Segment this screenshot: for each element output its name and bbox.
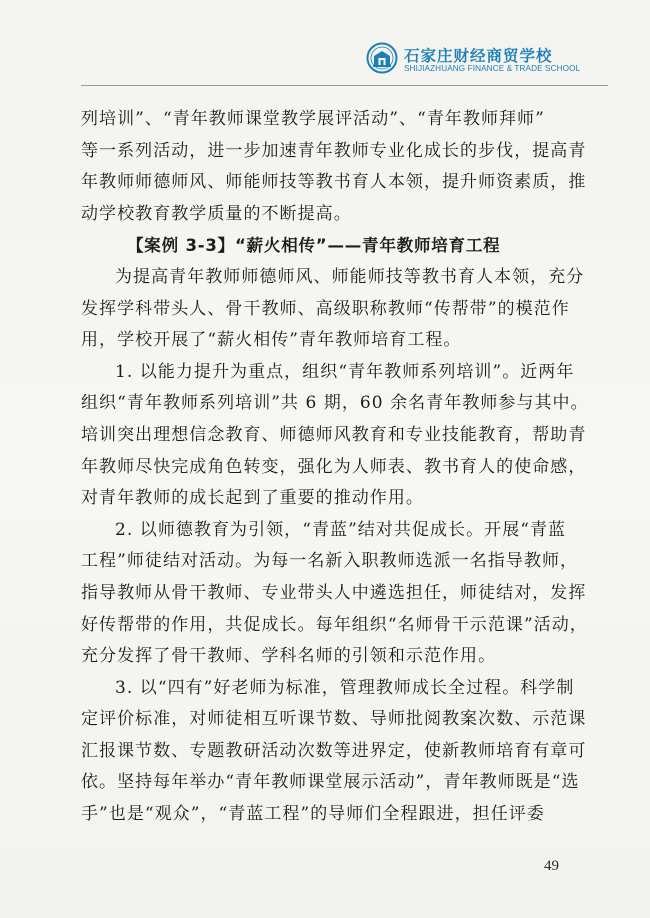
text-line: 动学校教育教学质量的不断提高。 xyxy=(81,203,352,224)
text-line: 用，学校开展了“薪火相传”青年教师培育工程。 xyxy=(81,330,462,351)
text-line: 等一系列活动，进一步加速青年教师专业化成长的步伐，提高青 xyxy=(81,140,587,161)
text-line: 充分发挥了骨干教师、学科名师的引领和示范作用。 xyxy=(81,646,497,667)
school-header xyxy=(366,42,606,82)
text-line: 汇报课节数、专题教研活动次数等进界定，使新教师培育有章可 xyxy=(81,740,587,761)
header-divider xyxy=(81,85,608,86)
page-number: 49 xyxy=(544,858,559,874)
text-line: 培训突出理想信念教育、师德师风教育和专业技能教育，帮助青 xyxy=(81,424,587,445)
text-line: 年教师师德师风、师能师技等教书育人本领，提升师资素质，推 xyxy=(81,172,587,193)
text-line: 对青年教师的成长起到了重要的推动作用。 xyxy=(81,488,424,509)
paragraph-start: 2. 以师德教育为引领，“青蓝”结对共促成长。开展“青蓝 xyxy=(115,519,567,540)
text-line: 手”也是“观众”，“青蓝工程”的导师们全程跟进，担任评委 xyxy=(81,804,545,825)
text-line: 年教师尽快完成角色转变，强化为人师表、教书育人的使命感， xyxy=(81,456,587,477)
text-line: 列培训”、“青年教师课堂教学展评活动”、“青年教师拜师” xyxy=(81,109,545,129)
text-line: 发挥学科带头人、骨干教师、高级职称教师“传帮带”的模范作 xyxy=(81,298,570,319)
text-line: 好传帮带的作用，共促成长。每年组织“名师骨干示范课”活动， xyxy=(81,614,588,635)
school-name-cn: 石家庄财经商贸学校 xyxy=(404,47,553,65)
text-line: 工程”师徒结对活动。为每一名新入职教师选派一名指导教师， xyxy=(81,551,579,572)
paragraph-start: 为提高青年教师师德师风、师能师技等教书育人本领，充分 xyxy=(115,266,585,287)
school-name-en: SHIJIAZHUANG FINANCE & TRADE SCHOOL xyxy=(404,64,581,73)
school-building-emblem-icon xyxy=(366,42,398,74)
text-line: 定评价标准，对师徒相互听课节数、导师批阅教案次数、示范课 xyxy=(81,709,587,730)
paragraph-start: 3. 以“四有”好老师为标准，管理教师成长全过程。科学制 xyxy=(115,677,575,698)
paragraph-start: 1. 以能力提升为重点，组织“青年教师系列培训”。近两年 xyxy=(115,361,575,382)
body-text xyxy=(81,104,589,831)
case-heading: 【案例 3-3】“薪火相传”——青年教师培育工程 xyxy=(127,236,501,256)
text-line: 组织“青年教师系列培训”共 6 期，60 余名青年教师参与其中。 xyxy=(81,393,589,414)
text-line: 依。坚持每年举办“青年教师课堂展示活动”，青年教师既是“选 xyxy=(81,772,580,793)
text-line: 指导教师从骨干教师、专业带头人中遴选担任，师徒结对，发挥 xyxy=(81,582,587,603)
